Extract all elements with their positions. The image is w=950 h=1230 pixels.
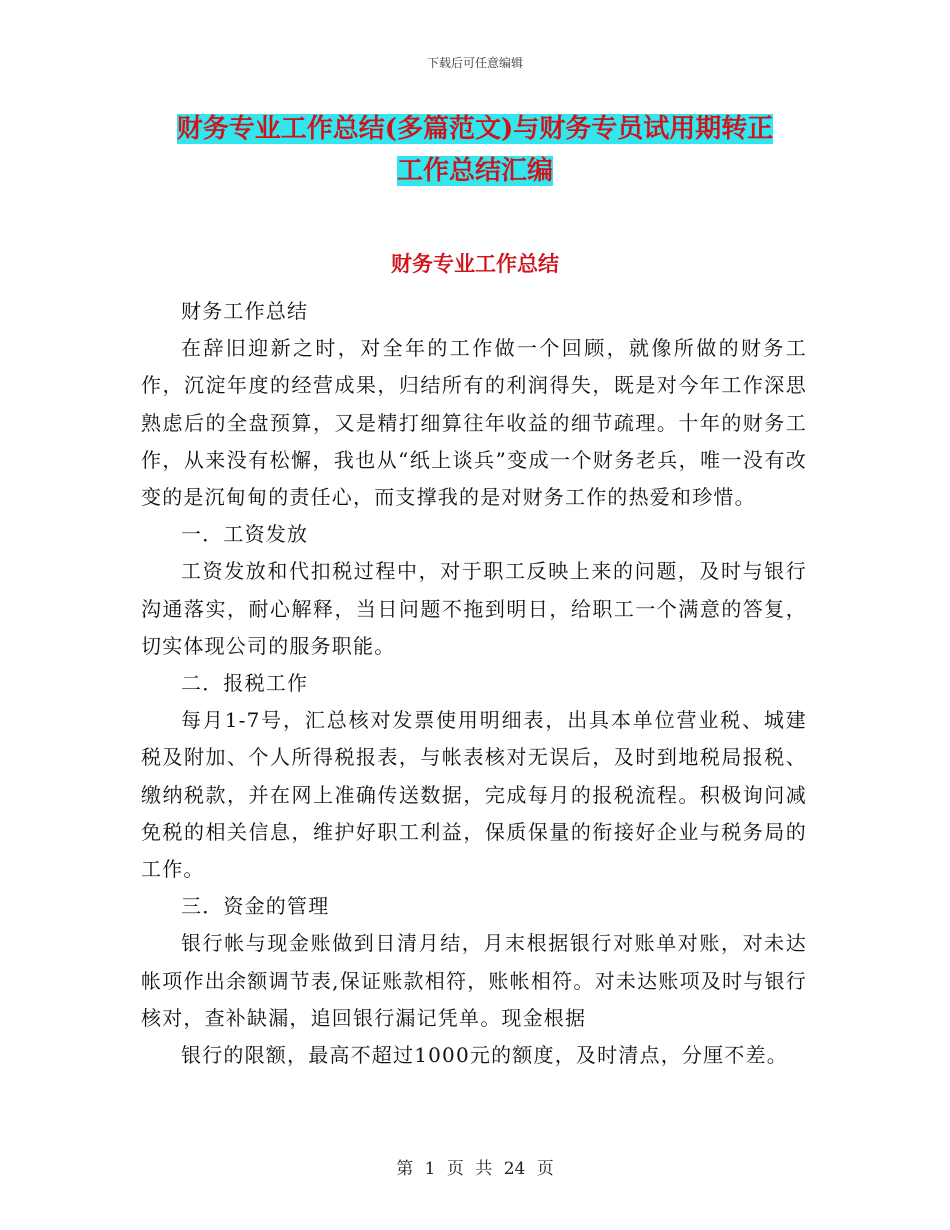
paragraph: 工资发放和代扣税过程中，对于职工反映上来的问题，及时与银行沟通落实，耐心解释，当日问题不拖到明日，给职工一个满意的答复，切实体现公司的服务职能。 bbox=[141, 559, 807, 658]
paragraph: 在辞旧迎新之时，对全年的工作做一个回顾，就像所做的财务工作，沉淀年度的经营成果，归结所有的利润得失，既是对今年工作深思熟虑后的全盘预算，又是精打细算往年收益的细节疏理。十年的财务工作，从来没有松懈，我也从“纸上谈兵”变成一个财务老兵，唯一没有改变的是沉甸甸的责任心，而支撑我的是对财务工作的热爱和珍惜。 bbox=[141, 336, 807, 510]
paragraph: 二．报税工作 bbox=[181, 671, 309, 696]
body-text bbox=[141, 293, 807, 1074]
document-title-line-1: 财务专业工作总结(多篇范文)与财务专员试用期转正 bbox=[176, 114, 774, 144]
page-footer: 第 1 页 共 24 页 bbox=[396, 1159, 554, 1179]
paragraph: 财务工作总结 bbox=[181, 299, 309, 323]
document-title bbox=[140, 108, 810, 192]
paragraph: 每月1-7号，汇总核对发票使用明细表，出具本单位营业税、城建税及附加、个人所得税报表，与帐表核对无误后，及时到地税局报税、缴纳税款，并在网上准确传送数据，完成每月的报税流程。积极询问减免税的相关信息，维护好职工利益，保质保量的衔接好企业与税务局的工作。 bbox=[141, 708, 807, 882]
paragraph: 三．资金的管理 bbox=[181, 894, 330, 919]
header-note: 下载后可任意编辑 bbox=[426, 56, 523, 70]
document-title-line-2: 工作总结汇编 bbox=[396, 156, 553, 186]
section-title: 财务专业工作总结 bbox=[391, 251, 559, 276]
paragraph: 银行的限额，最高不超过1000元的额度，及时清点，分厘不差。 bbox=[181, 1043, 788, 1068]
paragraph: 一．工资发放 bbox=[181, 522, 309, 547]
paragraph: 银行帐与现金账做到日清月结，月末根据银行对账单对账，对未达帐项作出余额调节表,保证账款相符，账帐相符。对未达账项及时与银行核对，查补缺漏，追回银行漏记凭单。现金根据 bbox=[141, 931, 807, 1030]
